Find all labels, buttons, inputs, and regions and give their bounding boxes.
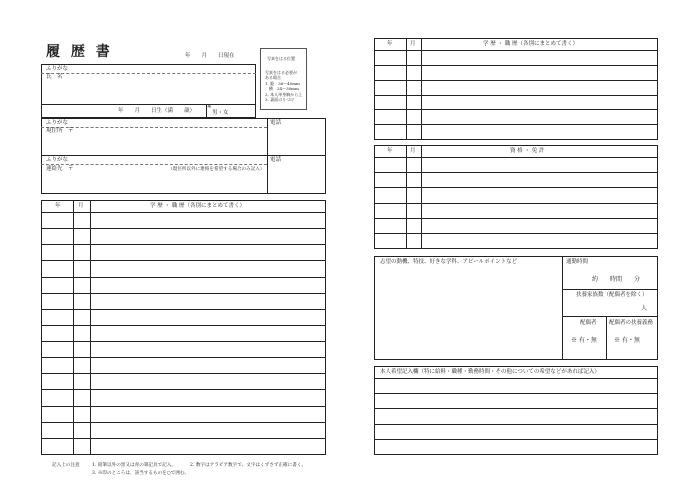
table-row[interactable] — [375, 233, 657, 248]
gender-text: 男・女 — [212, 110, 229, 116]
motivation-label: 志望の動機、特技、好きな学科、アピールポイントなど — [380, 259, 518, 265]
note-2: 2. 数字はアラビア数字で、文字はくずさず正確に書く。 — [190, 463, 306, 468]
notes-label: 記入上の注意 — [52, 463, 80, 468]
table-row[interactable] — [375, 95, 657, 110]
spouse-label: 配偶者 — [580, 320, 597, 326]
birth-text: 年 月 日生（満 歳） — [118, 108, 196, 114]
furigana3-divider — [41, 164, 267, 165]
photo-line2: ある場合 — [265, 75, 281, 80]
history-header: 学 歴 ・ 職 歴（各別にまとめて書く） — [150, 203, 245, 209]
spouse-value[interactable]: ※ 有・無 — [571, 337, 597, 344]
motivation-side-divider — [562, 256, 563, 360]
photo-line5: 2. 本人単身胸から上 — [265, 92, 303, 97]
table-row[interactable] — [375, 172, 657, 187]
table-row[interactable] — [42, 406, 325, 422]
table-row[interactable] — [375, 378, 657, 393]
address-divider — [41, 155, 326, 156]
phone-column-divider — [267, 118, 268, 194]
phone2-label: 電話 — [270, 157, 282, 163]
table-row[interactable] — [42, 212, 325, 228]
commute-value: 約 時間 分 — [592, 276, 641, 283]
address-label: 現住所 〒 — [46, 128, 74, 134]
commute-divider — [562, 289, 658, 290]
table-row[interactable] — [375, 157, 657, 172]
table-row[interactable] — [42, 228, 325, 244]
dependents-label: 扶養家族数（配偶者を除く） — [576, 292, 648, 298]
photo-heading: 写真をはる位置 — [267, 56, 295, 61]
table-row[interactable] — [375, 203, 657, 218]
name-label: 氏 名 — [46, 74, 63, 80]
table-row[interactable] — [42, 260, 325, 276]
name-divider — [41, 104, 256, 105]
furigana2-label: ふりがな — [46, 120, 69, 126]
request-label: 本人希望記入欄（特に給料・職種・勤務時間・その他についての希望などがあれば記入） — [380, 369, 600, 375]
education-history-table — [41, 200, 326, 455]
table-row[interactable] — [42, 422, 325, 438]
table-row[interactable] — [375, 408, 657, 423]
furigana3-label: ふりがな — [46, 157, 69, 163]
photo-line1: 写真をはる必要が — [265, 70, 297, 75]
history-header: 学 歴 ・ 職 歴（各別にまとめて書く） — [483, 41, 578, 47]
month-header: 月 — [78, 203, 84, 209]
table-row[interactable] — [375, 218, 657, 233]
photo-line6: 3. 裏面のりづけ — [265, 97, 295, 102]
photo-line4: 横 24～30mm — [265, 86, 299, 91]
table-row[interactable] — [375, 439, 657, 454]
table-row[interactable] — [375, 393, 657, 408]
year-header: 年 — [387, 148, 393, 154]
table-row[interactable] — [42, 438, 325, 454]
license-table — [374, 145, 658, 249]
table-row[interactable] — [42, 325, 325, 341]
page-title: 履 歴 書 — [46, 44, 113, 60]
month-header: 月 — [410, 148, 416, 154]
name-field[interactable] — [70, 76, 250, 102]
table-row[interactable] — [375, 424, 657, 439]
request-table — [374, 366, 658, 455]
table-row[interactable] — [42, 389, 325, 405]
table-row[interactable] — [42, 277, 325, 293]
gender-mark: ※ — [207, 104, 212, 110]
table-row[interactable] — [42, 373, 325, 389]
table-row[interactable] — [375, 50, 657, 65]
date-text: 年 月 日現在 — [185, 53, 235, 59]
table-row[interactable] — [42, 293, 325, 309]
contact-note: （現住所以外に連絡を希望する場合のみ記入） — [168, 167, 265, 172]
motivation-field[interactable] — [378, 270, 558, 356]
table-row[interactable] — [42, 309, 325, 325]
month-header: 月 — [410, 41, 416, 47]
license-header: 資 格 ・ 免 許 — [510, 148, 545, 154]
table-row[interactable] — [42, 244, 325, 260]
table-row[interactable] — [42, 341, 325, 357]
table-row[interactable] — [42, 357, 325, 373]
dependents-unit: 人 — [641, 305, 648, 312]
table-row[interactable] — [375, 109, 657, 124]
table-row[interactable] — [375, 80, 657, 95]
dependents-divider — [562, 316, 658, 317]
education-history-continued-table — [374, 38, 658, 140]
photo-line3: 1. 縦 36～40mm — [265, 81, 300, 86]
year-header: 年 — [55, 203, 61, 209]
spouse-support-label: 配偶者の扶養義務 — [609, 320, 654, 326]
furigana-label: ふりがな — [46, 66, 69, 72]
furigana2-divider — [41, 127, 267, 128]
table-row[interactable] — [375, 124, 657, 139]
furigana-divider — [41, 73, 256, 74]
spouse-divider — [606, 316, 607, 360]
phone-label: 電話 — [270, 120, 282, 126]
year-header: 年 — [387, 41, 393, 47]
spouse-support-value[interactable]: ※ 有・無 — [614, 337, 640, 344]
photo-area[interactable] — [260, 48, 307, 110]
note-1: 1. 鉛筆以外の黒又は青の筆記具で記入。 — [92, 463, 176, 468]
table-row[interactable] — [375, 65, 657, 80]
table-row[interactable] — [375, 187, 657, 202]
address-block — [41, 118, 326, 194]
commute-label: 通勤時間 — [566, 259, 589, 265]
contact-label: 連絡先 〒 — [46, 166, 74, 172]
note-3: 3. ※印のところは、該当するものを○で囲む。 — [92, 471, 190, 476]
